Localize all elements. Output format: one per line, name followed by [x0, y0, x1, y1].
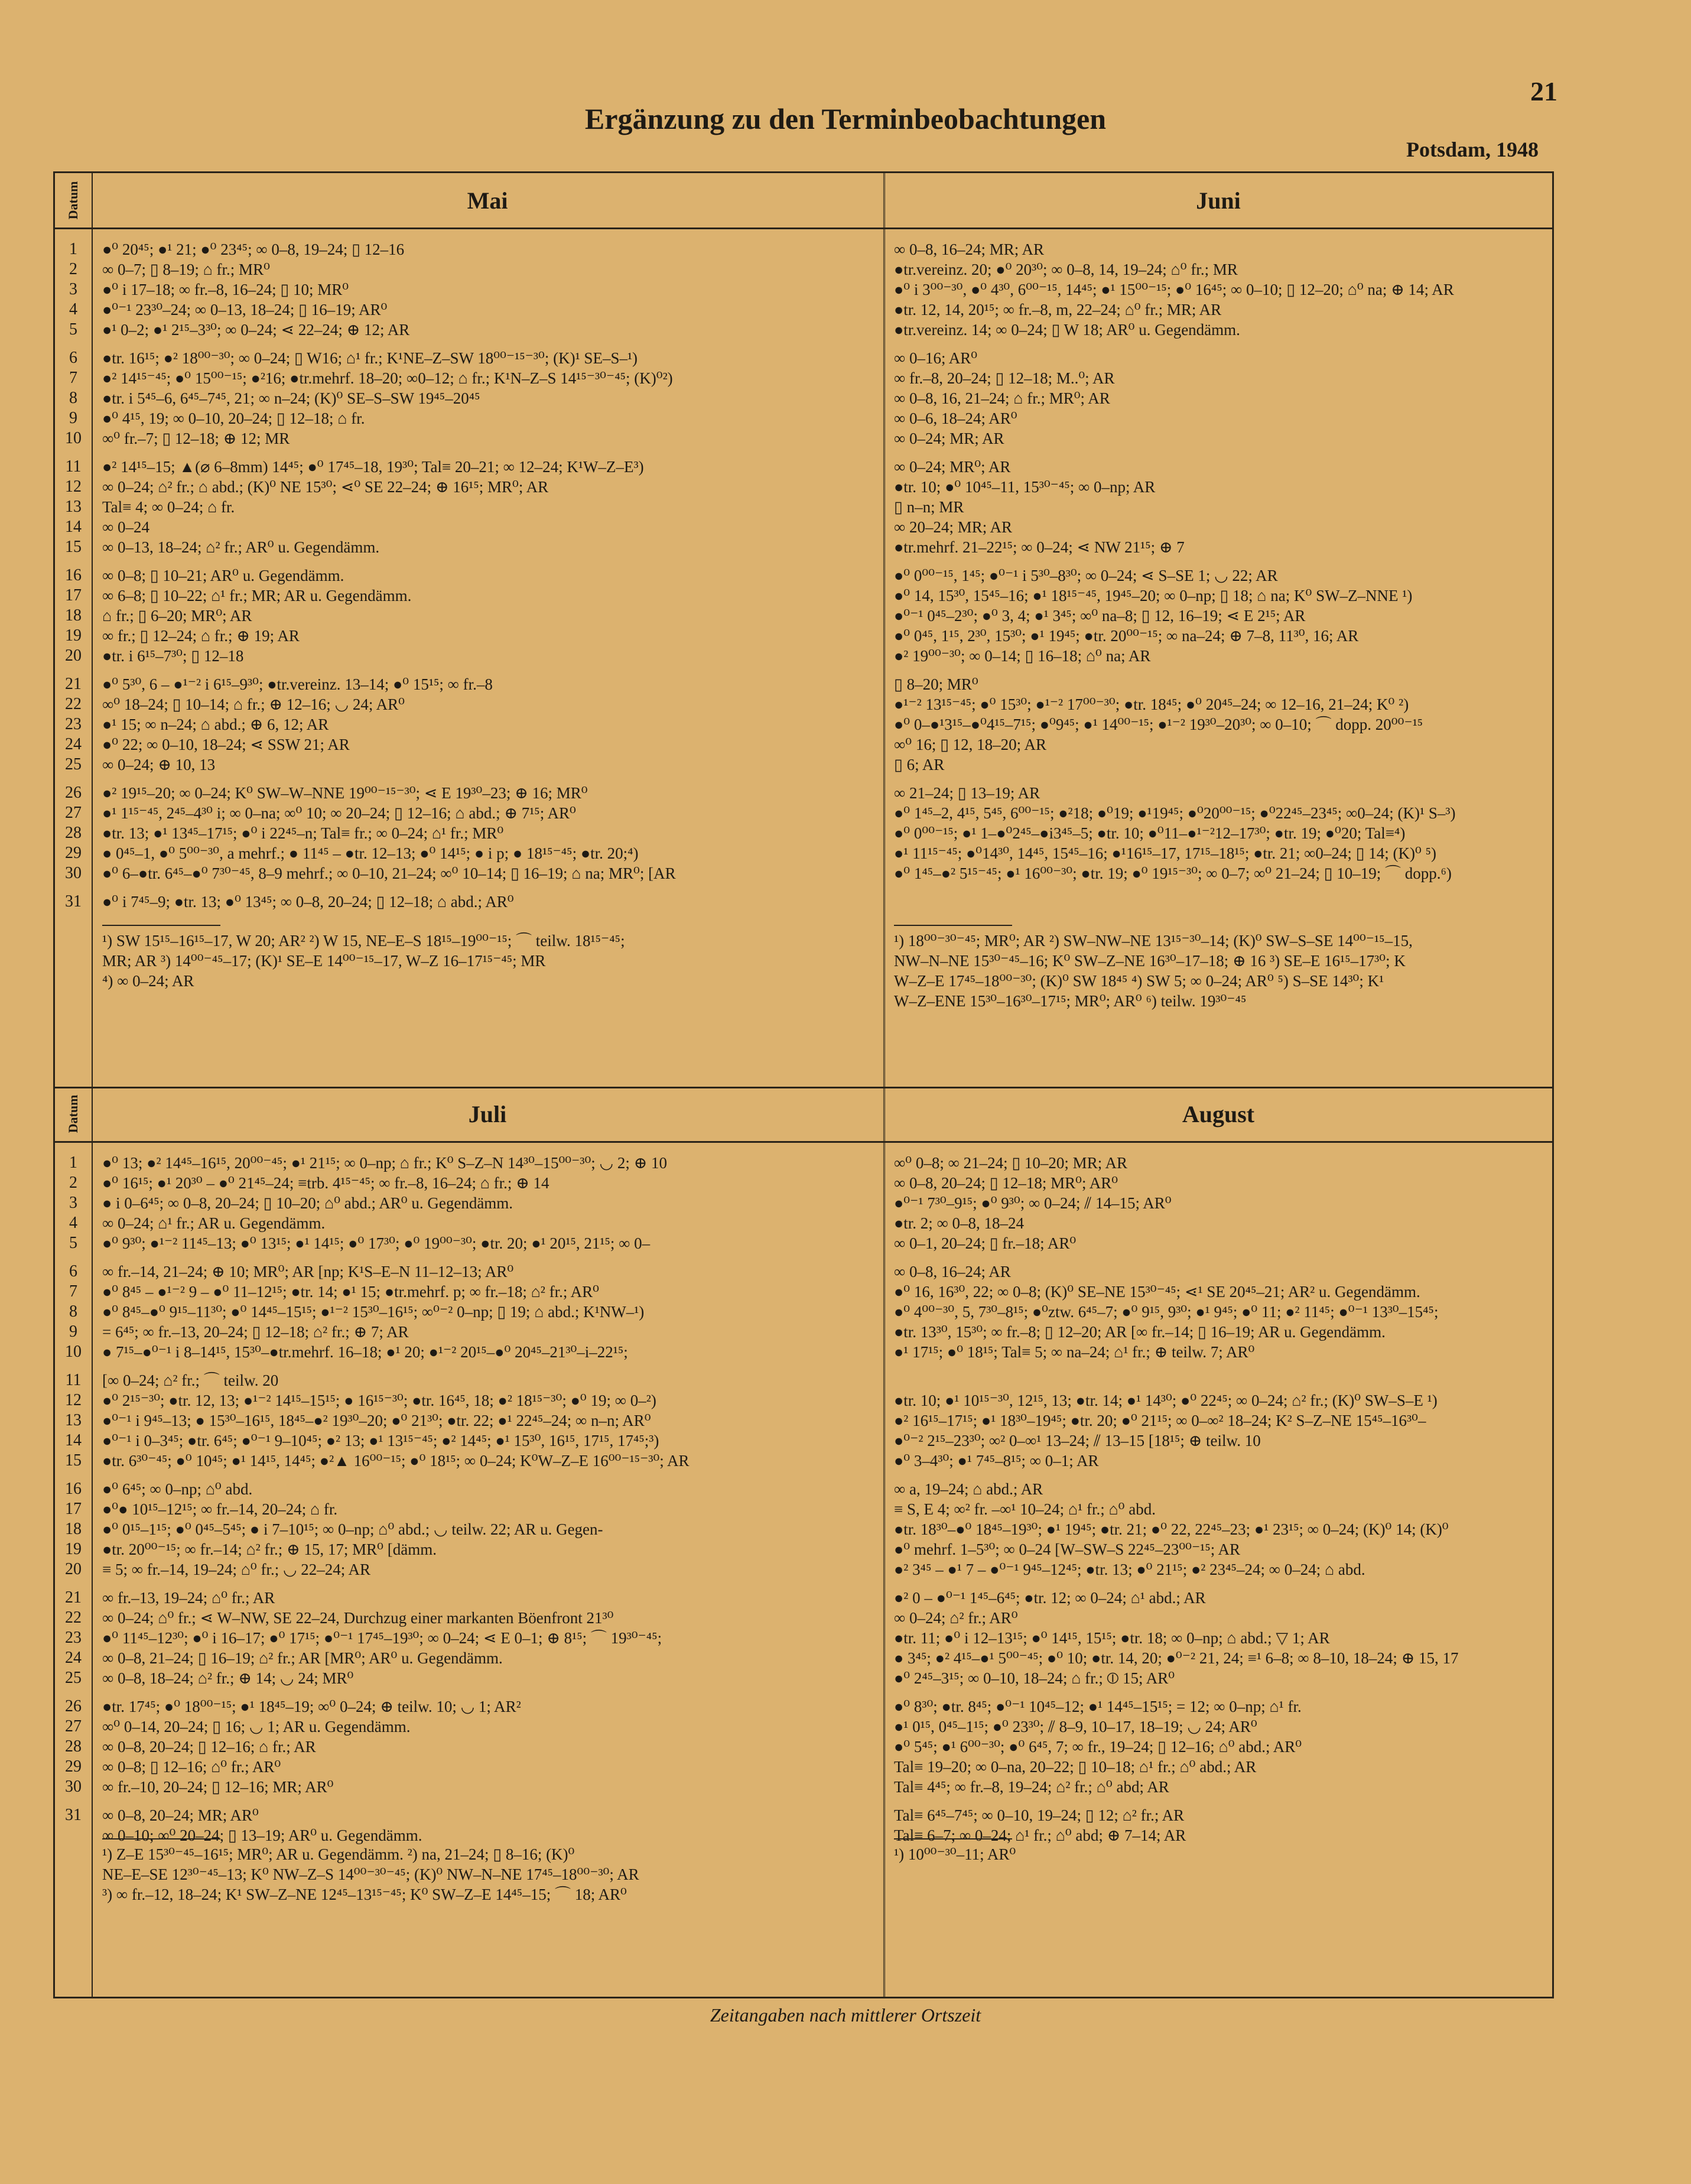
entry-line: ∞ a, 19–24; ⌂ abd.; AR	[894, 1480, 1043, 1498]
day-number: 31	[65, 892, 82, 911]
entry-line: ∞ 0–8; ▯ 12–16; ⌂⁰ fr.; AR⁰	[102, 1758, 281, 1776]
day-number: 12	[65, 1391, 82, 1409]
entry-line: ●⁰⁻¹ i 0–3⁴⁵; ●tr. 6⁴⁵; ●⁰⁻¹ 9–10⁴⁵; ●² 13; ●¹ 13¹⁵⁻⁴⁵; ●² 14⁴⁵; ●¹ 15³⁰, 16¹⁵, 17¹⁵, 17⁴⁵;³)	[102, 1432, 659, 1450]
entry-line: ●¹ 0¹⁵, 0⁴⁵–1¹⁵; ●⁰ 23³⁰; ⫽ 8–9, 10–17, 18–19; ◡ 24; AR⁰	[894, 1718, 1257, 1736]
entry-line: ●⁰ 5³⁰, 6 – ●¹⁻² i 6¹⁵–9³⁰; ●tr.vereinz. 13–14; ●⁰ 15¹⁵; ∞ fr.–8	[102, 675, 493, 693]
entry-line: ●⁰ 8⁴⁵ – ●¹⁻² 9 – ●⁰ 11–12¹⁵; ●tr. 14; ●¹ 15; ●tr.mehrf. p; ∞ fr.–18; ⌂² fr.; AR⁰	[102, 1283, 599, 1301]
day-number: 23	[65, 715, 82, 733]
entry-line: Tal≡ 6⁴⁵–7⁴⁵; ∞ 0–10, 19–24; ▯ 12; ⌂² fr.; AR	[894, 1806, 1185, 1824]
entry-line: ∞ 0–16; AR⁰	[894, 349, 978, 367]
entry-line: ● 7¹⁵–●⁰⁻¹ i 8–14¹⁵, 15³⁰–●tr.mehrf. 16–18; ●¹ 20; ●¹⁻² 20¹⁵–●⁰ 20⁴⁵–21³⁰–i–22¹⁵;	[102, 1343, 628, 1361]
day-number: 2	[69, 1174, 77, 1192]
day-number: 6	[69, 349, 77, 367]
entry-line: ●⁰ 9³⁰; ●¹⁻² 11⁴⁵–13; ●⁰ 13¹⁵; ●¹ 14¹⁵; ●⁰ 17³⁰; ●⁰ 19⁰⁰⁻³⁰; ●tr. 20; ●¹ 20¹⁵, 21¹⁵; ∞ 0–	[102, 1234, 651, 1252]
day-number: 24	[65, 1649, 82, 1667]
day-number: 16	[65, 1480, 82, 1498]
footnote-line: ⁴) ∞ 0–24; AR	[102, 972, 194, 990]
day-number: 24	[65, 735, 82, 753]
page-number: 21	[1530, 76, 1557, 106]
entry-line: ●tr.vereinz. 20; ●⁰ 20³⁰; ∞ 0–8, 14, 19–24; ⌂⁰ fr.; MR	[894, 261, 1238, 278]
entry-line: ∞ 0–8, 20–24; MR; AR⁰	[102, 1806, 259, 1824]
entry-line: ●⁰ 0–●¹3¹⁵–●⁰4¹⁵–7¹⁵; ●⁰9⁴⁵; ●¹ 14⁰⁰⁻¹⁵; ●¹⁻² 19³⁰–20³⁰; ∞ 0–10; ⌒ dopp. 20⁰⁰⁻¹⁵	[894, 716, 1423, 733]
day-number: 4	[69, 300, 77, 318]
entry-line: ●tr. 13; ●¹ 13⁴⁵–17¹⁵; ●⁰ i 22⁴⁵–n; Tal≡ fr.; ∞ 0–24; ⌂¹ fr.; MR⁰	[102, 824, 504, 842]
entry-line: ●⁰ 0⁰⁰⁻¹⁵; ●¹ 1–●⁰2⁴⁵–●i3⁴⁵–5; ●tr. 10; ●⁰11–●¹⁻²12–17³⁰; ●tr. 19; ●⁰20; Tal≡⁴)	[894, 824, 1406, 842]
day-number: 21	[65, 675, 82, 693]
entry-line: ●tr. 13³⁰, 15³⁰; ∞ fr.–8; ▯ 12–20; AR [∞ fr.–14; ▯ 16–19; AR u. Gegendämm.	[894, 1323, 1386, 1341]
entry-line: ∞ 0–8, 20–24; ▯ 12–18; MR⁰; AR⁰	[894, 1174, 1118, 1192]
entry-line: ∞ 0–24; ⌂² fr.; AR⁰	[894, 1609, 1018, 1627]
entry-line: ∞ 0–24; MR⁰; AR	[894, 458, 1011, 476]
entry-line: ∞⁰ 18–24; ▯ 10–14; ⌂ fr.; ⊕ 12–16; ◡ 24; AR⁰	[102, 696, 405, 713]
day-number: 15	[65, 538, 82, 556]
entry-line: ●tr. 10; ●¹ 10¹⁵⁻³⁰, 12¹⁵, 13; ●tr. 14; ●¹ 14³⁰; ●⁰ 22⁴⁵; ∞ 0–24; ⌂² fr.; (K)⁰ SW–S–E ¹)	[894, 1392, 1438, 1409]
entry-line: ●tr. 10; ●⁰ 10⁴⁵–11, 15³⁰⁻⁴⁵; ∞ 0–np; AR	[894, 478, 1156, 496]
day-number: 26	[65, 784, 82, 802]
entry-line: ●⁰ 13; ●² 14⁴⁵–16¹⁵, 20⁰⁰⁻⁴⁵; ●¹ 21¹⁵; ∞ 0–np; ⌂ fr.; K⁰ S–Z–N 14³⁰–15⁰⁰⁻³⁰; ◡ 2; ⊕ 10	[102, 1154, 667, 1172]
entry-line: ▯ 6; AR	[894, 756, 945, 774]
day-number: 5	[69, 1234, 77, 1252]
entry-line: ● 0⁴⁵–1, ●⁰ 5⁰⁰⁻³⁰, a mehrf.; ● 11⁴⁵ – ●tr. 12–13; ●⁰ 14¹⁵; ● i p; ● 18¹⁵⁻⁴⁵; ●tr. 20;⁴)	[102, 844, 639, 862]
entry-line: ∞ fr.–8, 20–24; ▯ 12–18; M..⁰; AR	[894, 369, 1115, 387]
entry-line: ●tr. 6³⁰⁻⁴⁵; ●⁰ 10⁴⁵; ●¹ 14¹⁵, 14⁴⁵; ●²▲ 16⁰⁰⁻¹⁵; ●⁰ 18¹⁵; ∞ 0–24; K⁰W–Z–E 16⁰⁰⁻¹⁵⁻³⁰; AR	[102, 1452, 690, 1470]
day-number: 3	[69, 280, 77, 298]
entry-line: ●² 19⁰⁰⁻³⁰; ∞ 0–14; ▯ 16–18; ⌂⁰ na; AR	[894, 647, 1151, 665]
entry-line: ∞ 0–8, 21–24; ▯ 16–19; ⌂² fr.; AR [MR⁰; AR⁰ u. Gegendämm.	[102, 1649, 503, 1667]
entry-line: ∞⁰ fr.–7; ▯ 12–18; ⊕ 12; MR	[102, 430, 290, 447]
entry-line: ●² 14¹⁵⁻⁴⁵; ●⁰ 15⁰⁰⁻¹⁵; ●²16; ●tr.mehrf. 18–20; ∞0–12; ⌂ fr.; K¹N–Z–S 14¹⁵⁻³⁰⁻⁴⁵; (K)⁰²)	[102, 369, 673, 387]
entry-line: ∞ fr.–10, 20–24; ▯ 12–16; MR; AR⁰	[102, 1778, 334, 1796]
entry-line: ● 3⁴⁵; ●² 4¹⁵–●¹ 5⁰⁰⁻⁴⁵; ●⁰ 10; ●tr. 14, 20; ●⁰⁻² 21, 24; ≡¹ 6–8; ∞ 8–10, 18–24; ⊕ 15, 17	[894, 1649, 1459, 1667]
day-column	[55, 228, 93, 1087]
entry-line: ●⁰⁻¹ i 9⁴⁵–13; ● 15³⁰–16¹⁵, 18⁴⁵–●² 19³⁰–20; ●⁰ 21³⁰; ●tr. 22; ●¹ 22⁴⁵–24; ∞ n–n; AR⁰	[102, 1412, 651, 1429]
entry-line: ●⁰ 2⁴⁵–3¹⁵; ∞ 0–10, 18–24; ⌂ fr.; ⦶ 15; AR⁰	[894, 1669, 1175, 1687]
entry-line: ●tr. 2; ∞ 0–8, 18–24	[894, 1214, 1025, 1232]
entry-line: ●⁰ 0¹⁵–1¹⁵; ●⁰ 0⁴⁵–5⁴⁵; ● i 7–10¹⁵; ∞ 0–np; ⌂⁰ abd.; ◡ teilw. 22; AR u. Gegen-	[102, 1520, 603, 1538]
day-number: 30	[65, 1777, 82, 1796]
day-number: 1	[69, 1153, 77, 1172]
table-block-mai-juni	[55, 173, 1552, 1087]
entry-line: ●tr.mehrf. 21–22¹⁵; ∞ 0–24; ⋖ NW 21¹⁵; ⊕ 7	[894, 538, 1185, 556]
entry-line: ● i 0–6⁴⁵; ∞ 0–8, 20–24; ▯ 10–20; ⌂⁰ abd.; AR⁰ u. Gegendämm.	[102, 1194, 513, 1212]
month-title-juni: Juni	[1196, 187, 1241, 214]
entry-line: Tal≡ 4⁴⁵; ∞ fr.–8, 19–24; ⌂² fr.; ⌂⁰ abd; AR	[894, 1778, 1169, 1796]
entry-line: ≡ 5; ∞ fr.–14, 19–24; ⌂⁰ fr.; ◡ 22–24; AR	[102, 1561, 371, 1578]
footer-note: Zeitangaben nach mittlerer Ortszeit	[710, 2004, 981, 2026]
day-number: 23	[65, 1629, 82, 1647]
day-number: 22	[65, 695, 82, 713]
day-number: 21	[65, 1588, 82, 1607]
observation-table	[53, 171, 1554, 1998]
entry-line: Tal≡ 6–7; ∞ 0–24; ⌂¹ fr.; ⌂⁰ abd; ⊕ 7–14; AR	[894, 1826, 1186, 1844]
entry-line: ●tr. i 6¹⁵–7³⁰; ▯ 12–18	[102, 647, 244, 665]
entry-line: ●⁰ mehrf. 1–5³⁰; ∞ 0–24 [W–SW–S 22⁴⁵–23⁰⁰⁻¹⁵; AR	[894, 1540, 1241, 1558]
day-number: 29	[65, 844, 82, 862]
footnote-line: MR; AR ³) 14⁰⁰⁻⁴⁵–17; (K)¹ SE–E 14⁰⁰⁻¹⁵–17, W–Z 16–17¹⁵⁻⁴⁵; MR	[102, 952, 546, 970]
entry-line: ∞ 0–7; ▯ 8–19; ⌂ fr.; MR⁰	[102, 261, 270, 278]
entry-line: ∞ 0–8, 18–24; ⌂² fr.; ⊕ 14; ◡ 24; MR⁰	[102, 1669, 354, 1687]
day-number: 28	[65, 824, 82, 842]
entry-line: ●² 14¹⁵–15; ▲(⌀ 6–8mm) 14⁴⁵; ●⁰ 17⁴⁵–18, 19³⁰; Tal≡ 20–21; ∞ 12–24; K¹W–Z–E³)	[102, 458, 644, 476]
footnote-line: NE–E–SE 12³⁰⁻⁴⁵–13; K⁰ NW–Z–S 14⁰⁰⁻³⁰⁻⁴⁵; (K)⁰ NW–N–NE 17⁴⁵–18⁰⁰⁻³⁰; AR	[102, 1866, 639, 1883]
day-number: 10	[65, 1343, 82, 1361]
day-number: 15	[65, 1451, 82, 1470]
entry-line: [∞ 0–24; ⌂² fr.; ⌒ teilw. 20	[102, 1372, 279, 1389]
entry-line: ●² 16¹⁵–17¹⁵; ●¹ 18³⁰–19⁴⁵; ●tr. 20; ●⁰ 21¹⁵; ∞ 0–∞² 18–24; K² S–Z–NE 15⁴⁵–16³⁰–	[894, 1412, 1426, 1429]
day-number: 11	[65, 1371, 82, 1389]
entry-line: ∞ 6–8; ▯ 10–22; ⌂¹ fr.; MR; AR u. Gegendämm.	[102, 587, 412, 604]
footnote-line: ¹) Z–E 15³⁰⁻⁴⁵–16¹⁵; MR⁰; AR u. Gegendämm. ²) na, 21–24; ▯ 8–16; (K)⁰	[102, 1845, 575, 1863]
month-header-row	[55, 1087, 1552, 1143]
entry-line: ∞ 0–24; ⌂⁰ fr.; ⋖ W–NW, SE 22–24, Durchzug einer markanten Böenfront 21³⁰	[102, 1609, 614, 1627]
day-number: 14	[65, 1431, 82, 1450]
entry-line: ∞⁰ 0–14, 20–24; ▯ 16; ◡ 1; AR u. Gegendämm.	[102, 1718, 411, 1736]
entry-line: ▯ n–n; MR	[894, 498, 964, 516]
day-number: 14	[65, 518, 82, 536]
entry-line: ●¹ 1¹⁵⁻⁴⁵, 2⁴⁵–4³⁰ i; ∞ 0–na; ∞⁰ 10; ∞ 20–24; ▯ 12–16; ⌂ abd.; ⊕ 7¹⁵; AR⁰	[102, 804, 576, 822]
entry-line: ●¹ 0–2; ●¹ 2¹⁵–3³⁰; ∞ 0–24; ⋖ 22–24; ⊕ 12; AR	[102, 321, 410, 339]
entry-line: ▯ 8–20; MR⁰	[894, 675, 978, 693]
entry-line: ∞ 0–24; MR; AR	[894, 430, 1004, 447]
entry-line: ∞ 0–8, 16–24; AR	[894, 1263, 1011, 1280]
day-number: 19	[65, 626, 82, 645]
entry-line: ∞ fr.–14, 21–24; ⊕ 10; MR⁰; AR [np; K¹S–E–N 11–12–13; AR⁰	[102, 1263, 514, 1280]
datum-label: Datum	[66, 181, 80, 220]
entry-line: ∞ 0–10; ∞⁰ 20–24; ▯ 13–19; AR⁰ u. Gegendämm.	[102, 1826, 422, 1844]
entry-line: ●⁰ 0⁰⁰⁻¹⁵, 1⁴⁵; ●⁰⁻¹ i 5³⁰–8³⁰; ∞ 0–24; ⋖ S–SE 1; ◡ 22; AR	[894, 567, 1278, 584]
footnote-rule	[102, 925, 220, 926]
day-number: 11	[65, 457, 82, 476]
day-number: 3	[69, 1194, 77, 1212]
entry-line: ●⁰⁻² 2¹⁵–23³⁰; ∞² 0–∞¹ 13–24; ⫽ 13–15 [18¹⁵; ⊕ teilw. 10	[894, 1432, 1261, 1450]
entry-line: ●tr. 16¹⁵; ●² 18⁰⁰⁻³⁰; ∞ 0–24; ▯ W16; ⌂¹ fr.; K¹NE–Z–SW 18⁰⁰⁻¹⁵⁻³⁰; (K)¹ SE–S–¹)	[102, 349, 638, 367]
entry-line: ●¹⁻² 13¹⁵⁻⁴⁵; ●⁰ 15³⁰; ●¹⁻² 17⁰⁰⁻³⁰; ●tr. 18⁴⁵; ●⁰ 20⁴⁵–24; ∞ 12–16, 21–24; K⁰ ²)	[894, 696, 1409, 713]
entry-line: ●⁰ 6⁴⁵; ∞ 0–np; ⌂⁰ abd.	[102, 1480, 253, 1498]
day-number: 8	[69, 1302, 77, 1321]
entry-line: Tal≡ 19–20; ∞ 0–na, 20–22; ▯ 10–18; ⌂¹ fr.; ⌂⁰ abd.; AR	[894, 1758, 1257, 1776]
entry-line: ∞ 20–24; MR; AR	[894, 518, 1013, 536]
entry-line: ●⁰ 1⁴⁵–2, 4¹⁵, 5⁴⁵, 6⁰⁰⁻¹⁵; ●²18; ●⁰19; ●¹19⁴⁵; ●⁰20⁰⁰⁻¹⁵; ●⁰22⁴⁵–23⁴⁵; ∞0–24; (K)¹ S–³)	[894, 804, 1456, 822]
day-number: 16	[65, 566, 82, 584]
entry-line: ∞ 0–24; ⌂² fr.; ⌂ abd.; (K)⁰ NE 15³⁰; ⋖⁰ SE 22–24; ⊕ 16¹⁵; MR⁰; AR	[102, 478, 549, 496]
entry-line: ●tr. 17⁴⁵; ●⁰ 18⁰⁰⁻¹⁵; ●¹ 18⁴⁵–19; ∞⁰ 0–24; ⊕ teilw. 10; ◡ 1; AR²	[102, 1698, 521, 1715]
day-number: 25	[65, 1669, 82, 1687]
entry-line: ∞ 0–24; ⌂¹ fr.; AR u. Gegendämm.	[102, 1214, 326, 1232]
entry-line: ●⁰ i 17–18; ∞ fr.–8, 16–24; ▯ 10; MR⁰	[102, 281, 349, 298]
entry-line: ∞ 0–1, 20–24; ▯ fr.–18; AR⁰	[894, 1234, 1077, 1252]
entry-line: ∞⁰ 16; ▯ 12, 18–20; AR	[894, 736, 1046, 753]
day-number: 2	[69, 260, 77, 278]
footnote-line: NW–N–NE 15³⁰⁻⁴⁵–16; K⁰ SW–Z–NE 16³⁰–17–18; ⊕ 16 ³) SE–E 16¹⁵–17³⁰; K	[894, 952, 1406, 970]
day-number: 29	[65, 1757, 82, 1776]
footnote-line: ³) ∞ fr.–12, 18–24; K¹ SW–Z–NE 12⁴⁵–13¹⁵⁻⁴⁵; K⁰ SW–Z–E 14⁴⁵–15; ⌒ 18; AR⁰	[102, 1886, 627, 1903]
entry-line: ●tr.vereinz. 14; ∞ 0–24; ▯ W 18; AR⁰ u. Gegendämm.	[894, 321, 1240, 339]
footnote-line: ¹) SW 15¹⁵–16¹⁵–17, W 20; AR² ²) W 15, NE–E–S 18¹⁵–19⁰⁰⁻¹⁵; ⌒ teilw. 18¹⁵⁻⁴⁵;	[102, 932, 625, 950]
day-number: 31	[65, 1806, 82, 1824]
entry-line: ●⁰ 8⁴⁵–●⁰ 9¹⁵–11³⁰; ●⁰ 14⁴⁵–15¹⁵; ●¹⁻² 15³⁰–16¹⁵; ∞⁰⁻² 0–np; ▯ 19; ⌂ abd.; K¹NW–¹)	[102, 1303, 645, 1321]
entry-line: ●⁰ 20⁴⁵; ●¹ 21; ●⁰ 23⁴⁵; ∞ 0–8, 19–24; ▯ 12–16	[102, 240, 405, 258]
entry-line: ●⁰ 4⁰⁰⁻³⁰, 5, 7³⁰–8¹⁵; ●⁰ztw. 6⁴⁵–7; ●⁰ 9¹⁵, 9³⁰; ●¹ 9⁴⁵; ●⁰ 11; ●² 11⁴⁵; ●⁰⁻¹ 13³⁰–15⁴⁵;	[894, 1303, 1439, 1321]
day-number: 17	[65, 586, 82, 604]
footnote-rule	[102, 1838, 220, 1840]
entry-line: ●¹ 17¹⁵; ●⁰ 18¹⁵; Tal≡ 5; ∞ na–24; ⌂¹ fr.; ⊕ teilw. 7; AR⁰	[894, 1343, 1255, 1361]
column-juli	[92, 1141, 885, 1997]
table-block-juli-august	[55, 1087, 1552, 1997]
entry-line: ●² 0 – ●⁰⁻¹ 1⁴⁵–6⁴⁵; ●tr. 12; ∞ 0–24; ⌂¹ abd.; AR	[894, 1589, 1206, 1607]
day-number: 13	[65, 1411, 82, 1429]
entry-line: ∞ 0–8, 20–24; ▯ 12–16; ⌂ fr.; AR	[102, 1738, 316, 1756]
datum-label: Datum	[66, 1094, 80, 1133]
entry-line: ●⁰⁻¹ 7³⁰–9¹⁵; ●⁰ 9³⁰; ∞ 0–24; ⫽ 14–15; AR⁰	[894, 1194, 1172, 1212]
day-number: 18	[65, 1520, 82, 1538]
day-number: 9	[69, 1322, 77, 1341]
day-number: 8	[69, 389, 77, 407]
day-number: 5	[69, 320, 77, 339]
entry-line: ●⁰ 16¹⁵; ●¹ 20³⁰ – ●⁰ 21⁴⁵–24; ≡trb. 4¹⁵⁻⁴⁵; ∞ fr.–8, 16–24; ⌂ fr.; ⊕ 14	[102, 1174, 549, 1192]
entry-line: ●⁰ i 7⁴⁵–9; ●tr. 13; ●⁰ 13⁴⁵; ∞ 0–8, 20–24; ▯ 12–18; ⌂ abd.; AR⁰	[102, 893, 514, 911]
day-number: 28	[65, 1737, 82, 1756]
entry-line: ●⁰● 10¹⁵–12¹⁵; ∞ fr.–14, 20–24; ⌂ fr.	[102, 1500, 338, 1518]
entry-line: ●⁰ 1⁴⁵–●² 5¹⁵⁻⁴⁵; ●¹ 16⁰⁰⁻³⁰; ●tr. 19; ●⁰ 19¹⁵⁻³⁰; ∞ 0–7; ∞⁰ 21–24; ▯ 10–19; ⌒ dopp.⁶)	[894, 864, 1452, 882]
month-title-mai: Mai	[92, 173, 885, 228]
entry-line: ●⁰ 5⁴⁵; ●¹ 6⁰⁰⁻³⁰; ●⁰ 6⁴⁵, 7; ∞ fr., 19–24; ▯ 12–16; ⌂⁰ abd.; AR⁰	[894, 1738, 1302, 1756]
entry-line: ●tr. i 5⁴⁵–6, 6⁴⁵–7⁴⁵, 21; ∞ n–24; (K)⁰ SE–S–SW 19⁴⁵–20⁴⁵	[102, 389, 480, 407]
day-number: 4	[69, 1214, 77, 1232]
entry-line: ∞ 0–24	[102, 518, 149, 536]
day-number: 25	[65, 755, 82, 774]
column-august	[883, 1141, 1553, 1997]
entry-line: ≡ S, E 4; ∞² fr. –∞¹ 10–24; ⌂¹ fr.; ⌂⁰ abd.	[894, 1500, 1156, 1518]
footnote-rule	[894, 925, 1012, 926]
footnote-line: W–Z–ENE 15³⁰–16³⁰–17¹⁵; MR⁰; AR⁰ ⁶) teilw. 19³⁰⁻⁴⁵	[894, 992, 1247, 1010]
entry-line: ●¹ 11¹⁵⁻⁴⁵; ●⁰14³⁰, 14⁴⁵, 15⁴⁵–16; ●¹16¹⁵–17, 17¹⁵–18¹⁵; ●tr. 21; ∞0–24; ▯ 14; (K)⁰ ⁵)	[894, 844, 1436, 862]
footnote-rule	[894, 1838, 1012, 1840]
entry-line: ●⁰ 16, 16³⁰, 22; ∞ 0–8; (K)⁰ SE–NE 15³⁰⁻⁴⁵; ⋖¹ SE 20⁴⁵–21; AR² u. Gegendämm.	[894, 1283, 1420, 1301]
day-number: 10	[65, 429, 82, 447]
entry-line: ●⁰ 0⁴⁵, 1¹⁵, 2³⁰, 15³⁰; ●¹ 19⁴⁵; ●tr. 20⁰⁰⁻¹⁵; ∞ na–24; ⊕ 7–8, 11³⁰, 16; AR	[894, 627, 1359, 645]
entry-line: ∞ 0–24; ⊕ 10, 13	[102, 756, 216, 774]
location-label: Potsdam, 1948	[1406, 138, 1539, 161]
entry-line: Tal≡ 4; ∞ 0–24; ⌂ fr.	[102, 498, 235, 516]
day-number: 7	[69, 369, 77, 387]
entry-line: ●¹ 15; ∞ n–24; ⌂ abd.; ⊕ 6, 12; AR	[102, 716, 329, 733]
entry-line: ●tr. 20⁰⁰⁻¹⁵; ∞ fr.–14; ⌂² fr.; ⊕ 15, 17; MR⁰ [dämm.	[102, 1540, 437, 1558]
entry-line: ●tr. 11; ●⁰ i 12–13¹⁵; ●⁰ 14¹⁵, 15¹⁵; ●tr. 18; ∞ 0–np; ⌂ abd.; ▽ 1; AR	[894, 1629, 1330, 1647]
entry-line: ∞ 21–24; ▯ 13–19; AR	[894, 784, 1040, 802]
day-number: 1	[69, 240, 77, 258]
day-number: 27	[65, 1717, 82, 1736]
day-number: 27	[65, 804, 82, 822]
datum-header	[55, 173, 93, 228]
datum-header	[55, 1087, 93, 1141]
column-mai	[92, 228, 885, 1087]
entry-line: ●² 3⁴⁵ – ●¹ 7 – ●⁰⁻¹ 9⁴⁵–12⁴⁵; ●tr. 13; ●⁰ 21¹⁵; ●² 23⁴⁵–24; ∞ 0–24; ⌂ abd.	[894, 1561, 1365, 1578]
entry-line: ●⁰ 2¹⁵⁻³⁰; ●tr. 12, 13; ●¹⁻² 14¹⁵–15¹⁵; ● 16¹⁵⁻³⁰; ●tr. 16⁴⁵, 18; ●² 18¹⁵⁻³⁰; ●⁰ 19; ∞ 0–²)	[102, 1392, 656, 1409]
entry-line: ●⁰ 6–●tr. 6⁴⁵–●⁰ 7³⁰⁻⁴⁵, 8–9 mehrf.; ∞ 0–10, 21–24; ∞⁰ 10–14; ▯ 16–19; ⌂ na; MR⁰; [AR	[102, 864, 676, 882]
day-number: 12	[65, 477, 82, 496]
entry-line: ●⁰⁻¹ 0⁴⁵–2³⁰; ●⁰ 3, 4; ●¹ 3⁴⁵; ∞⁰ na–8; ▯ 12, 16–19; ⋖ E 2¹⁵; AR	[894, 607, 1306, 625]
entry-line: ●⁰ 14, 15³⁰, 15⁴⁵–16; ●¹ 18¹⁵⁻⁴⁵, 19⁴⁵–20; ∞ 0–np; ▯ 18; ⌂ na; K⁰ SW–Z–NNE ¹)	[894, 587, 1413, 604]
day-number: 7	[69, 1282, 77, 1301]
month-header-row	[55, 173, 1552, 229]
day-number: 18	[65, 606, 82, 625]
entry-line: ∞ fr.–13, 19–24; ⌂⁰ fr.; AR	[102, 1589, 275, 1607]
entry-line: ●⁰ 4¹⁵, 19; ∞ 0–10, 20–24; ▯ 12–18; ⌂ fr.	[102, 410, 365, 427]
entry-line: ●⁰ 22; ∞ 0–10, 18–24; ⋖ SSW 21; AR	[102, 736, 350, 753]
column-juni	[883, 228, 1553, 1087]
footnote-line: ¹) 10⁰⁰⁻³⁰–11; AR⁰	[894, 1845, 1016, 1863]
day-column	[55, 1141, 93, 1997]
day-number: 26	[65, 1697, 82, 1715]
day-number: 17	[65, 1500, 82, 1518]
entry-line: ∞ fr.; ▯ 12–24; ⌂ fr.; ⊕ 19; AR	[102, 627, 300, 645]
day-number: 13	[65, 498, 82, 516]
entry-line: ●⁰ 8³⁰; ●tr. 8⁴⁵; ●⁰⁻¹ 10⁴⁵–12; ●¹ 14⁴⁵–15¹⁵; = 12; ∞ 0–np; ⌂¹ fr.	[894, 1698, 1302, 1715]
footnote-line: W–Z–E 17⁴⁵–18⁰⁰⁻³⁰; (K)⁰ SW 18⁴⁵ ⁴) SW 5; ∞ 0–24; AR⁰ ⁵) S–SE 14³⁰; K¹	[894, 972, 1384, 990]
entry-line: ∞ 0–6, 18–24; AR⁰	[894, 410, 1017, 427]
month-title-august: August	[1182, 1100, 1255, 1127]
entry-line: ∞ 0–8; ▯ 10–21; AR⁰ u. Gegendämm.	[102, 567, 344, 584]
day-number: 30	[65, 864, 82, 882]
day-number: 6	[69, 1262, 77, 1280]
day-number: 19	[65, 1540, 82, 1558]
entry-line: ●⁰ 3–4³⁰; ●¹ 7⁴⁵–8¹⁵; ∞ 0–1; AR	[894, 1452, 1099, 1470]
month-title-juli: Juli	[92, 1087, 885, 1141]
entry-line: ⌂ fr.; ▯ 6–20; MR⁰; AR	[102, 607, 252, 625]
day-number: 9	[69, 409, 77, 427]
entry-line: = 6⁴⁵; ∞ fr.–13, 20–24; ▯ 12–18; ⌂² fr.; ⊕ 7; AR	[102, 1323, 409, 1341]
page-title: Ergänzung zu den Terminbeobachtungen	[584, 102, 1107, 135]
entry-line: ●⁰ 11⁴⁵–12³⁰; ●⁰ i 16–17; ●⁰ 17¹⁵; ●⁰⁻¹ 17⁴⁵–19³⁰; ∞ 0–24; ⋖ E 0–1; ⊕ 8¹⁵; ⌒ 19³⁰⁻⁴⁵;	[102, 1629, 662, 1647]
entry-line: ●⁰⁻¹ 23³⁰–24; ∞ 0–13, 18–24; ▯ 16–19; AR⁰	[102, 301, 388, 318]
entry-line: ∞ 0–8, 16, 21–24; ⌂ fr.; MR⁰; AR	[894, 389, 1110, 407]
entry-line: ∞ 0–13, 18–24; ⌂² fr.; AR⁰ u. Gegendämm.	[102, 538, 380, 556]
day-number: 20	[65, 1560, 82, 1578]
entry-line: ●² 19¹⁵–20; ∞ 0–24; K⁰ SW–W–NNE 19⁰⁰⁻¹⁵⁻³⁰; ⋖ E 19³⁰–23; ⊕ 16; MR⁰	[102, 784, 588, 802]
day-number: 22	[65, 1608, 82, 1627]
entry-line: ∞⁰ 0–8; ∞ 21–24; ▯ 10–20; MR; AR	[894, 1154, 1127, 1172]
entry-line: ●⁰ i 3⁰⁰⁻³⁰, ●⁰ 4³⁰, 6⁰⁰⁻¹⁵, 14⁴⁵; ●¹ 15⁰⁰⁻¹⁵; ●⁰ 16⁴⁵; ∞ 0–10; ▯ 12–20; ⌂⁰ na; ⊕ 14; AR	[894, 281, 1454, 298]
day-number: 20	[65, 646, 82, 665]
entry-line: ●tr. 18³⁰–●⁰ 18⁴⁵–19³⁰; ●¹ 19⁴⁵; ●tr. 21; ●⁰ 22, 22⁴⁵–23; ●¹ 23¹⁵; ∞ 0–24; (K)⁰ 14; (K)⁰	[894, 1520, 1449, 1538]
entry-line: ●tr. 12, 14, 20¹⁵; ∞ fr.–8, m, 22–24; ⌂⁰ fr.; MR; AR	[894, 301, 1222, 318]
entry-line: ∞ 0–8, 16–24; MR; AR	[894, 240, 1045, 258]
footnote-line: ¹) 18⁰⁰⁻³⁰⁻⁴⁵; MR⁰; AR ²) SW–NW–NE 13¹⁵⁻³⁰–14; (K)⁰ SW–S–SE 14⁰⁰⁻¹⁵–15,	[894, 932, 1413, 950]
